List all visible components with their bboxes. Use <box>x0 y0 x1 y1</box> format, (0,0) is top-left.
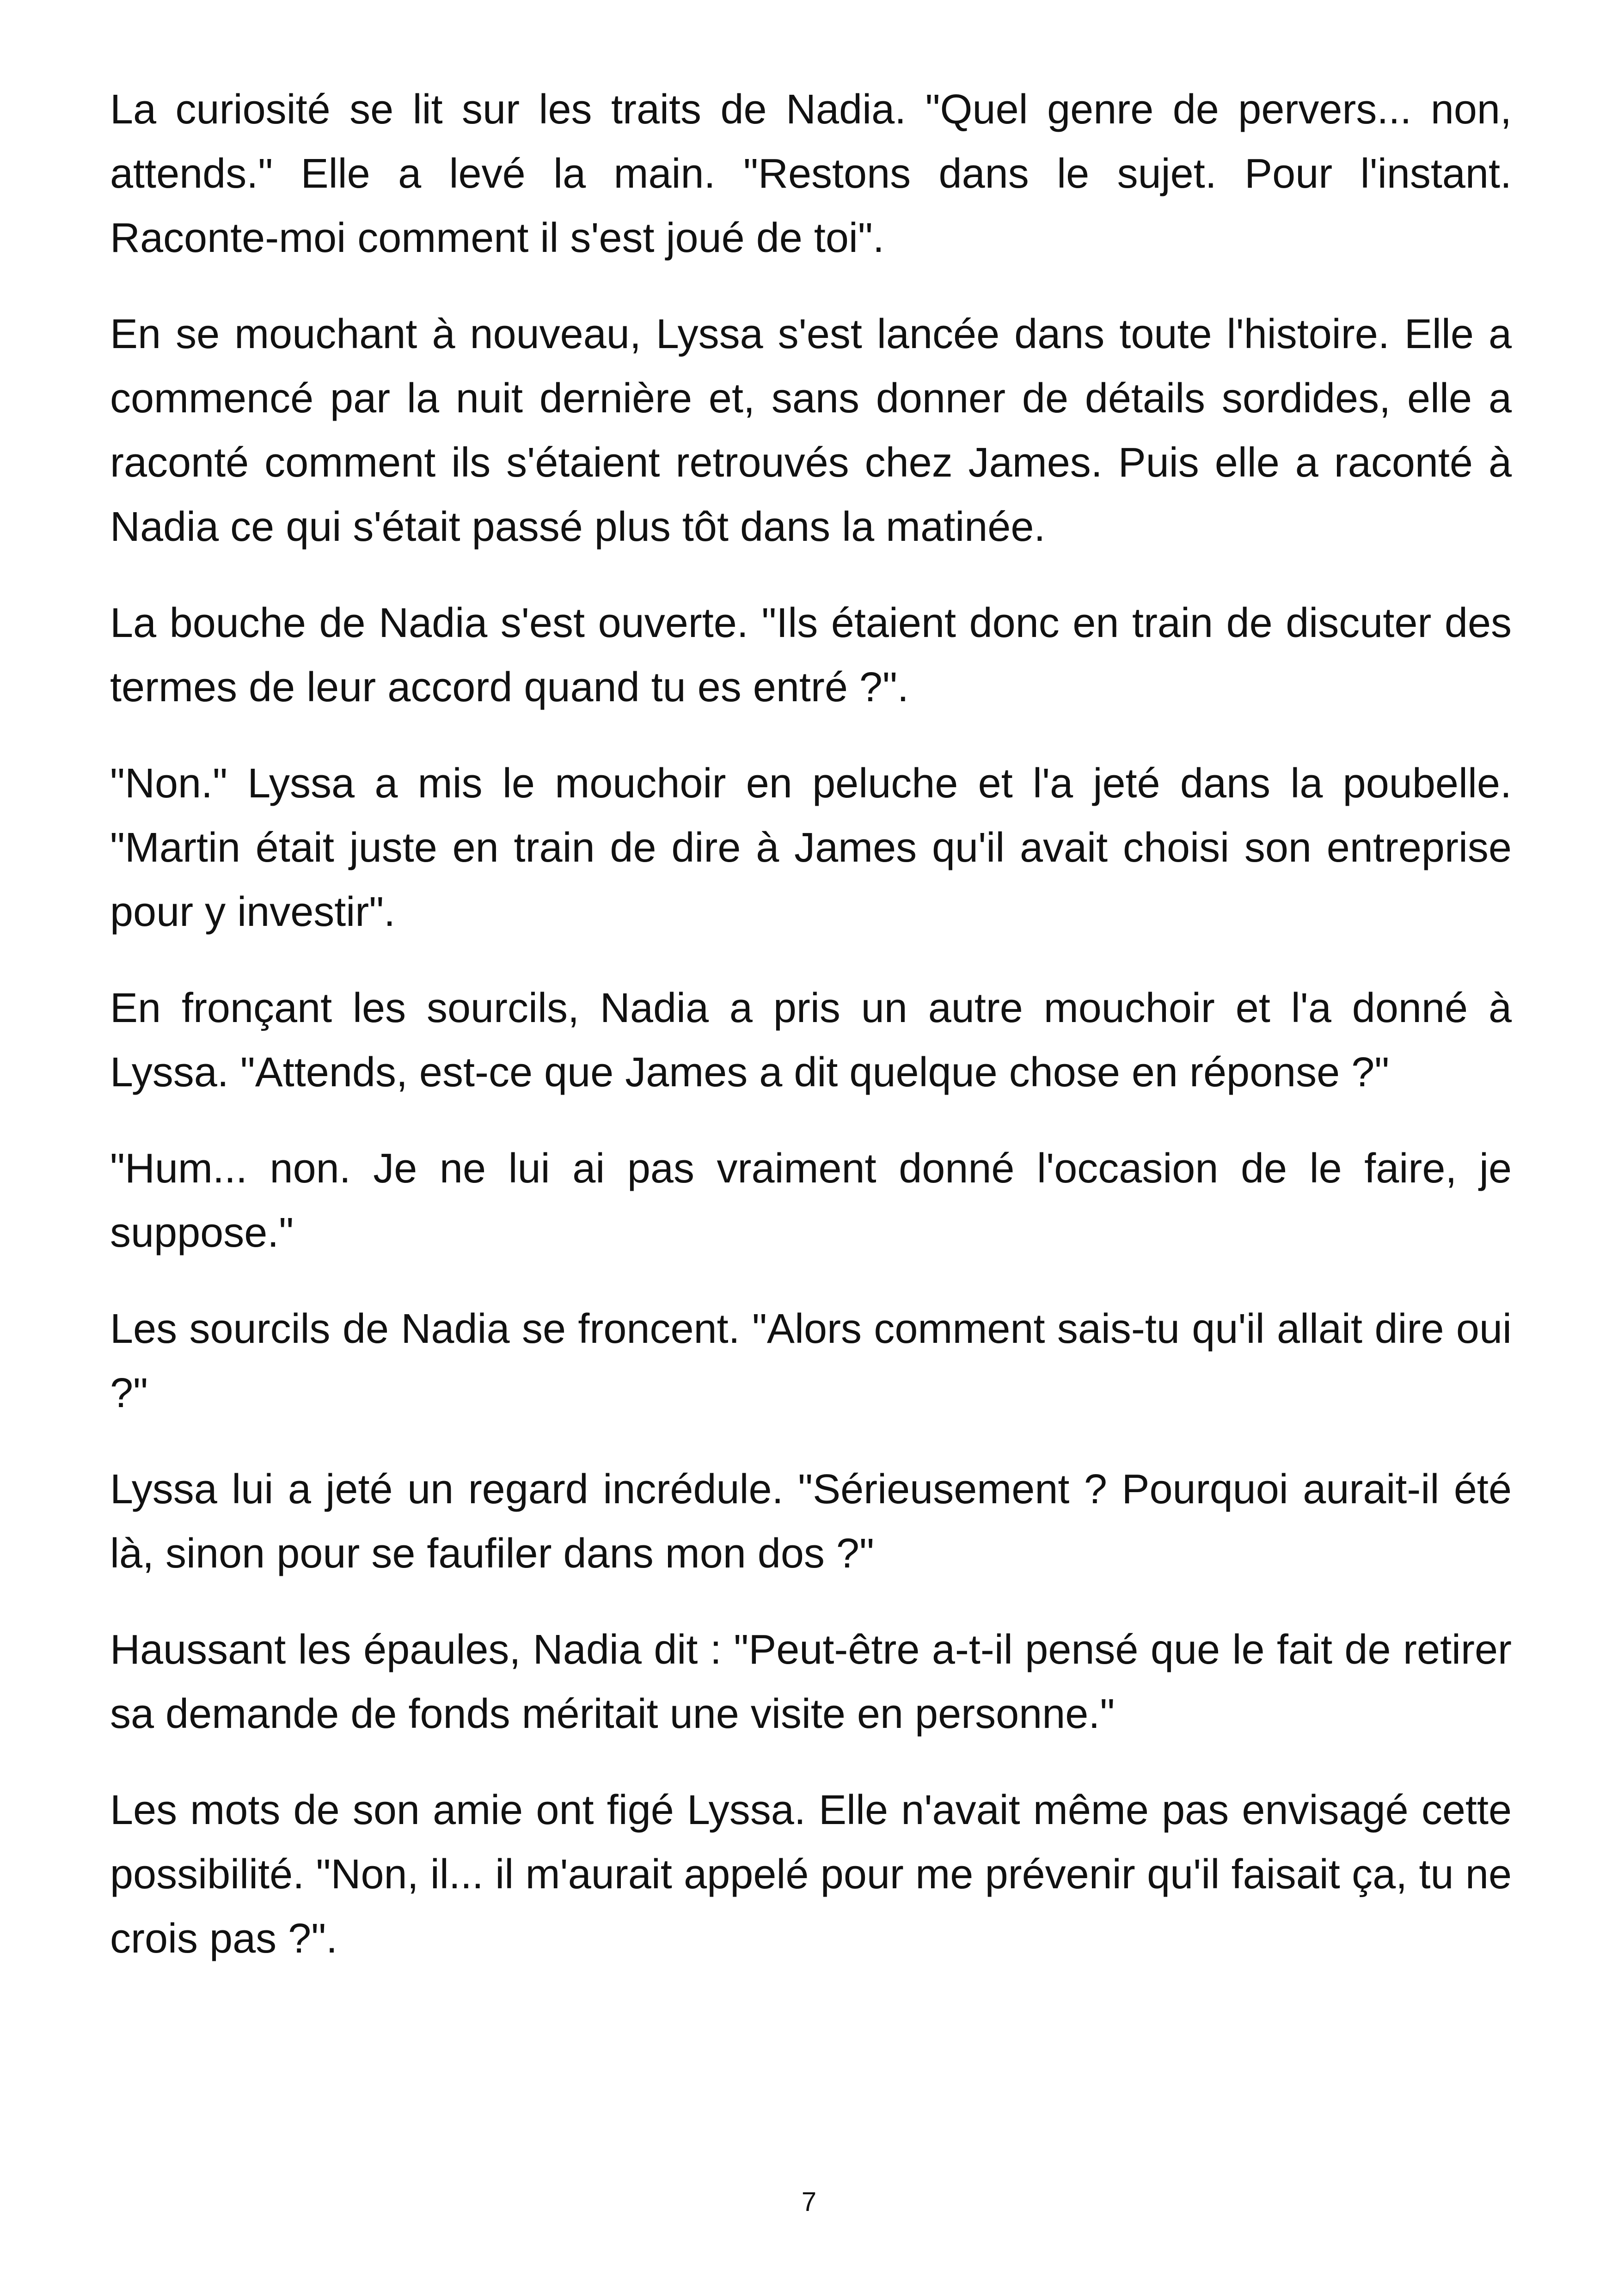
paragraph: En fronçant les sourcils, Nadia a pris un autre mouchoir et l'a donné à Lyssa. "Attends, est-ce que James a dit quelque chose en réponse ?" <box>110 985 1512 1096</box>
paragraph: Les sourcils de Nadia se froncent. "Alors comment sais-tu qu'il allait dire oui ?" <box>110 1306 1512 1416</box>
paragraph: Lyssa lui a jeté un regard incrédule. "Sérieusement ? Pourquoi aurait-il été là, sinon pour se faufiler dans mon dos ?" <box>110 1466 1512 1577</box>
paragraph: Haussant les épaules, Nadia dit : "Peut-être a-t-il pensé que le fait de retirer sa demande de fonds méritait une visite en personne." <box>110 1627 1512 1737</box>
paragraph: "Hum... non. Je ne lui ai pas vraiment donné l'occasion de le faire, je suppose." <box>110 1145 1512 1256</box>
page-body <box>110 78 1512 2003</box>
paragraph: La curiosité se lit sur les traits de Nadia. "Quel genre de pervers... non, attends." Elle a levé la main. "Restons dans le sujet. Pour l'instant. Raconte-moi comment il s'est joué de toi". <box>110 86 1512 261</box>
paragraph: Les mots de son amie ont figé Lyssa. Elle n'avait même pas envisagé cette possibilité. "Non, il... il m'aurait appelé pour me prévenir qu'il faisait ça, tu ne crois pas ?". <box>110 1787 1512 1962</box>
page-number: 7 <box>801 2187 817 2217</box>
paragraph: "Non." Lyssa a mis le mouchoir en peluche et l'a jeté dans la poubelle. "Martin était juste en train de dire à James qu'il avait choisi son entreprise pour y investir". <box>110 760 1512 935</box>
paragraph: La bouche de Nadia s'est ouverte. "Ils étaient donc en train de discuter des termes de leur accord quand tu es entré ?". <box>110 600 1512 710</box>
paragraph: En se mouchant à nouveau, Lyssa s'est lancée dans toute l'histoire. Elle a commencé par la nuit dernière et, sans donner de détails sordides, elle a raconté comment ils s'étaient retrouvés chez James. Puis elle a raconté à Nadia ce qui s'était passé plus tôt dans la matinée. <box>110 311 1512 550</box>
